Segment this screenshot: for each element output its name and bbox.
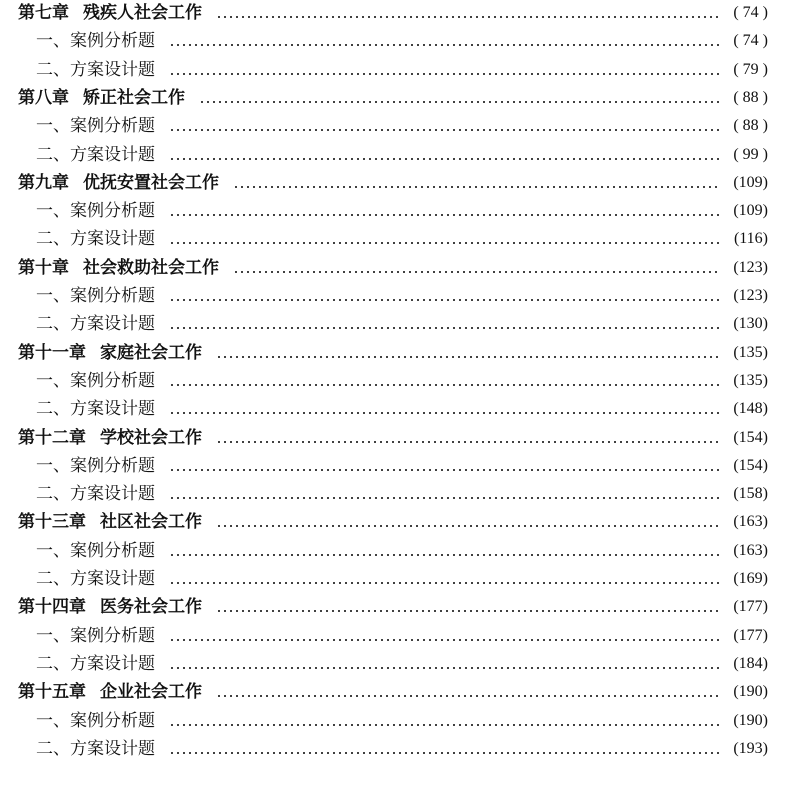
dot-leader bbox=[169, 709, 720, 733]
toc-chapter-row[interactable] bbox=[0, 426, 790, 454]
chapter-number: 第十四章 bbox=[18, 597, 86, 618]
page-number: (193) bbox=[733, 739, 768, 757]
dot-leader bbox=[169, 652, 720, 676]
page-number: (163) bbox=[733, 541, 768, 559]
dot-leader bbox=[216, 1, 720, 25]
dot-leader bbox=[169, 29, 720, 53]
chapter-name: 医务社会工作 bbox=[100, 597, 202, 618]
dot-leader bbox=[169, 227, 720, 251]
page-number: (109) bbox=[733, 173, 768, 191]
section-title: 一、案例分析题 bbox=[36, 286, 155, 306]
page-number: (190) bbox=[733, 683, 768, 701]
dot-leader bbox=[169, 624, 720, 648]
dot-leader bbox=[169, 284, 720, 308]
toc-section-row[interactable] bbox=[0, 454, 790, 482]
section-title: 一、案例分析题 bbox=[36, 31, 155, 52]
section-title: 一、案例分析题 bbox=[36, 455, 155, 476]
page-number: ( 74 ) bbox=[733, 4, 768, 21]
page-number: (130) bbox=[733, 315, 768, 333]
section-title: 二、方案设计题 bbox=[36, 653, 155, 674]
toc-section-row[interactable] bbox=[0, 652, 790, 680]
dot-leader bbox=[216, 595, 720, 619]
section-title: 二、方案设计题 bbox=[36, 144, 155, 165]
page-number: (154) bbox=[733, 428, 768, 446]
chapter-name: 优抚安置社会工作 bbox=[83, 172, 219, 193]
section-title: 二、方案设计题 bbox=[36, 229, 155, 250]
section-title: 二、方案设计题 bbox=[36, 738, 155, 759]
dot-leader bbox=[216, 510, 720, 534]
toc-chapter-row[interactable] bbox=[0, 1, 790, 29]
chapter-title bbox=[18, 680, 202, 704]
toc-section-row[interactable] bbox=[0, 114, 790, 142]
dot-leader bbox=[169, 397, 720, 421]
chapter-number: 第十二章 bbox=[18, 427, 86, 448]
dot-leader bbox=[169, 312, 720, 336]
section-title: 一、案例分析题 bbox=[36, 710, 155, 731]
dot-leader bbox=[169, 482, 720, 506]
section-title: 一、案例分析题 bbox=[36, 540, 155, 561]
toc-section-row[interactable] bbox=[0, 58, 790, 86]
chapter-title bbox=[18, 341, 202, 365]
page-number: ( 88 ) bbox=[733, 117, 768, 135]
dot-leader bbox=[169, 143, 720, 167]
chapter-number: 第十一章 bbox=[18, 342, 86, 363]
toc-chapter-row[interactable] bbox=[0, 256, 790, 284]
chapter-name: 社区社会工作 bbox=[100, 512, 202, 533]
page-number: ( 99 ) bbox=[733, 145, 768, 163]
chapter-name: 社会救助社会工作 bbox=[83, 257, 219, 278]
toc-chapter-row[interactable] bbox=[0, 171, 790, 199]
page-number: (184) bbox=[733, 654, 768, 672]
toc-section-row[interactable] bbox=[0, 539, 790, 567]
dot-leader bbox=[233, 256, 720, 280]
toc-chapter-row[interactable] bbox=[0, 86, 790, 114]
page-number: (158) bbox=[733, 485, 768, 503]
page-number: ( 79 ) bbox=[733, 60, 768, 78]
chapter-name: 残疾人社会工作 bbox=[83, 3, 202, 23]
section-title: 一、案例分析题 bbox=[36, 370, 155, 391]
toc-section-row[interactable] bbox=[0, 737, 790, 765]
page-number: (123) bbox=[733, 287, 768, 304]
toc-section-row[interactable] bbox=[0, 624, 790, 652]
chapter-title bbox=[18, 171, 219, 195]
chapter-name: 学校社会工作 bbox=[100, 427, 202, 448]
page-number: (148) bbox=[733, 400, 768, 418]
dot-leader bbox=[169, 567, 720, 591]
page-number: (135) bbox=[733, 343, 768, 361]
section-title: 二、方案设计题 bbox=[36, 399, 155, 420]
chapter-number: 第八章 bbox=[18, 87, 69, 108]
toc-section-row[interactable] bbox=[0, 709, 790, 737]
page-number: ( 88 ) bbox=[733, 88, 768, 106]
page-number: (154) bbox=[733, 456, 768, 474]
page-number: (190) bbox=[733, 711, 768, 729]
section-title: 二、方案设计题 bbox=[36, 59, 155, 80]
toc-section-row[interactable] bbox=[0, 567, 790, 595]
dot-leader bbox=[233, 171, 720, 195]
toc-section-row[interactable] bbox=[0, 29, 790, 57]
toc-chapter-row[interactable] bbox=[0, 341, 790, 369]
toc-chapter-row[interactable] bbox=[0, 595, 790, 623]
dot-leader bbox=[199, 86, 720, 110]
page-number: (123) bbox=[733, 258, 768, 276]
chapter-name: 矫正社会工作 bbox=[83, 87, 185, 108]
chapter-number: 第十五章 bbox=[18, 682, 86, 703]
page-number: (116) bbox=[733, 230, 768, 248]
page-number: ( 74 ) bbox=[733, 32, 768, 50]
chapter-title bbox=[18, 256, 219, 280]
section-title: 一、案例分析题 bbox=[36, 625, 155, 646]
dot-leader bbox=[169, 199, 720, 223]
dot-leader bbox=[216, 680, 720, 704]
toc-section-row[interactable] bbox=[0, 369, 790, 397]
section-title: 一、案例分析题 bbox=[36, 201, 155, 222]
page-number: (109) bbox=[733, 202, 768, 220]
page-number: (163) bbox=[733, 513, 768, 531]
chapter-number: 第七章 bbox=[18, 3, 69, 23]
section-title: 二、方案设计题 bbox=[36, 569, 155, 589]
toc-section-row[interactable] bbox=[0, 482, 790, 510]
toc-chapter-row[interactable] bbox=[0, 680, 790, 708]
toc-section-row[interactable] bbox=[0, 284, 790, 312]
page-number: (177) bbox=[733, 626, 768, 644]
dot-leader bbox=[169, 737, 720, 761]
chapter-title bbox=[18, 510, 202, 534]
chapter-number: 第十三章 bbox=[18, 512, 86, 533]
dot-leader bbox=[169, 114, 720, 138]
dot-leader bbox=[169, 454, 720, 478]
dot-leader bbox=[169, 539, 720, 563]
dot-leader bbox=[169, 58, 720, 82]
dot-leader bbox=[216, 426, 720, 450]
section-title: 一、案例分析题 bbox=[36, 116, 155, 137]
page-number: (169) bbox=[733, 570, 768, 587]
toc-section-row[interactable] bbox=[0, 312, 790, 340]
chapter-title bbox=[18, 426, 202, 450]
toc-section-row[interactable] bbox=[0, 227, 790, 255]
page-number: (177) bbox=[733, 598, 768, 616]
dot-leader bbox=[216, 341, 720, 365]
toc-chapter-row[interactable] bbox=[0, 510, 790, 538]
toc-section-row[interactable] bbox=[0, 199, 790, 227]
section-title: 二、方案设计题 bbox=[36, 484, 155, 505]
chapter-title bbox=[18, 595, 202, 619]
toc-section-row[interactable] bbox=[0, 397, 790, 425]
section-title: 二、方案设计题 bbox=[36, 314, 155, 335]
chapter-number: 第十章 bbox=[18, 257, 69, 278]
chapter-title bbox=[18, 86, 185, 110]
chapter-name: 企业社会工作 bbox=[100, 682, 202, 703]
chapter-title bbox=[18, 1, 202, 25]
dot-leader bbox=[169, 369, 720, 393]
page-number: (135) bbox=[733, 371, 768, 389]
toc-section-row[interactable] bbox=[0, 143, 790, 171]
chapter-number: 第九章 bbox=[18, 172, 69, 193]
chapter-name: 家庭社会工作 bbox=[100, 342, 202, 363]
